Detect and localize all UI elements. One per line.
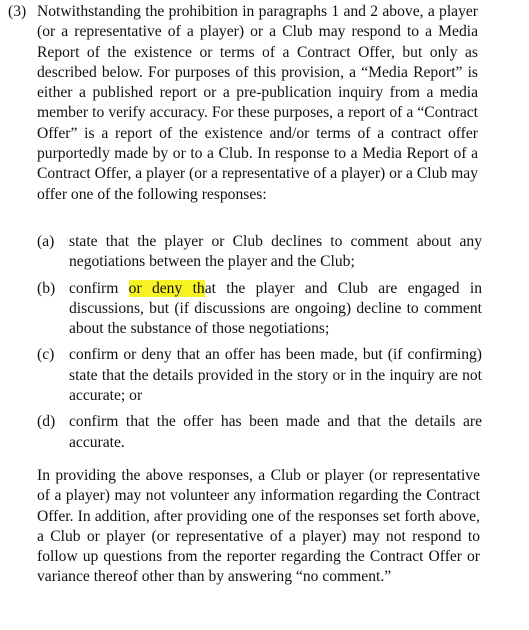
highlighted-text: or deny th bbox=[128, 279, 205, 297]
list-item-b bbox=[37, 279, 482, 340]
list-item-label: (a) bbox=[37, 233, 55, 250]
list-item-label: (d) bbox=[37, 413, 56, 431]
closing-paragraph: In providing the above responses, a Club or player (or representative of a player) may not volunteer any information regarding the Contract Offer. In addition, after providing one of the responses set forth above, a Club or player (or representative of a player) may not respond to follow up questions from the reporter regarding the Contract Offer or variance thereof other than by answering “no comment.” bbox=[37, 467, 480, 586]
list-item-text bbox=[37, 279, 482, 340]
paragraph-3 bbox=[8, 2, 478, 205]
list-item-text: confirm that the offer has been made and that the details are accurate. bbox=[69, 413, 482, 451]
list-item-c bbox=[37, 345, 482, 406]
list-item-label: (c) bbox=[37, 346, 55, 364]
paragraph-3-text: Notwithstanding the prohibition in paragraphs 1 and 2 above, a player (or a representative of a player) or a Club may respond to a Media Report of the existence or terms of a Contract Offer, but only as described below. For purposes of this provision, a “Media Report” is either a published report or a pre-publication inquiry from a media member to verify accuracy. For these purposes, a report of a “Contract Offer” is a report of the existence and/or terms of a contract offer purportedly made by or to a Club. In response to a Media Report of a Contract Offer, a player (or a representative of a player) or a Club may offer one of the following responses: bbox=[37, 3, 478, 203]
list-item-text-start: confirm bbox=[69, 279, 129, 297]
list-item-label: (b) bbox=[37, 279, 56, 297]
list-item-a bbox=[37, 232, 482, 273]
list-item-text: state that the player or Club declines to comment about any negotiations between the player and the Club; bbox=[69, 233, 482, 271]
list-item-text-end: at the player and Club are engaged in discussions, but (if discussions are ongoing) decline to comment about the substance of those negotiations; bbox=[69, 279, 483, 338]
paragraph-number: (3) bbox=[8, 3, 27, 20]
list-item-text: confirm or deny that an offer has been made, but (if confirming) state that the details provided in the story or in the inquiry are not accurate; or bbox=[69, 346, 482, 405]
list-item-d bbox=[37, 412, 482, 453]
response-list bbox=[37, 232, 482, 459]
